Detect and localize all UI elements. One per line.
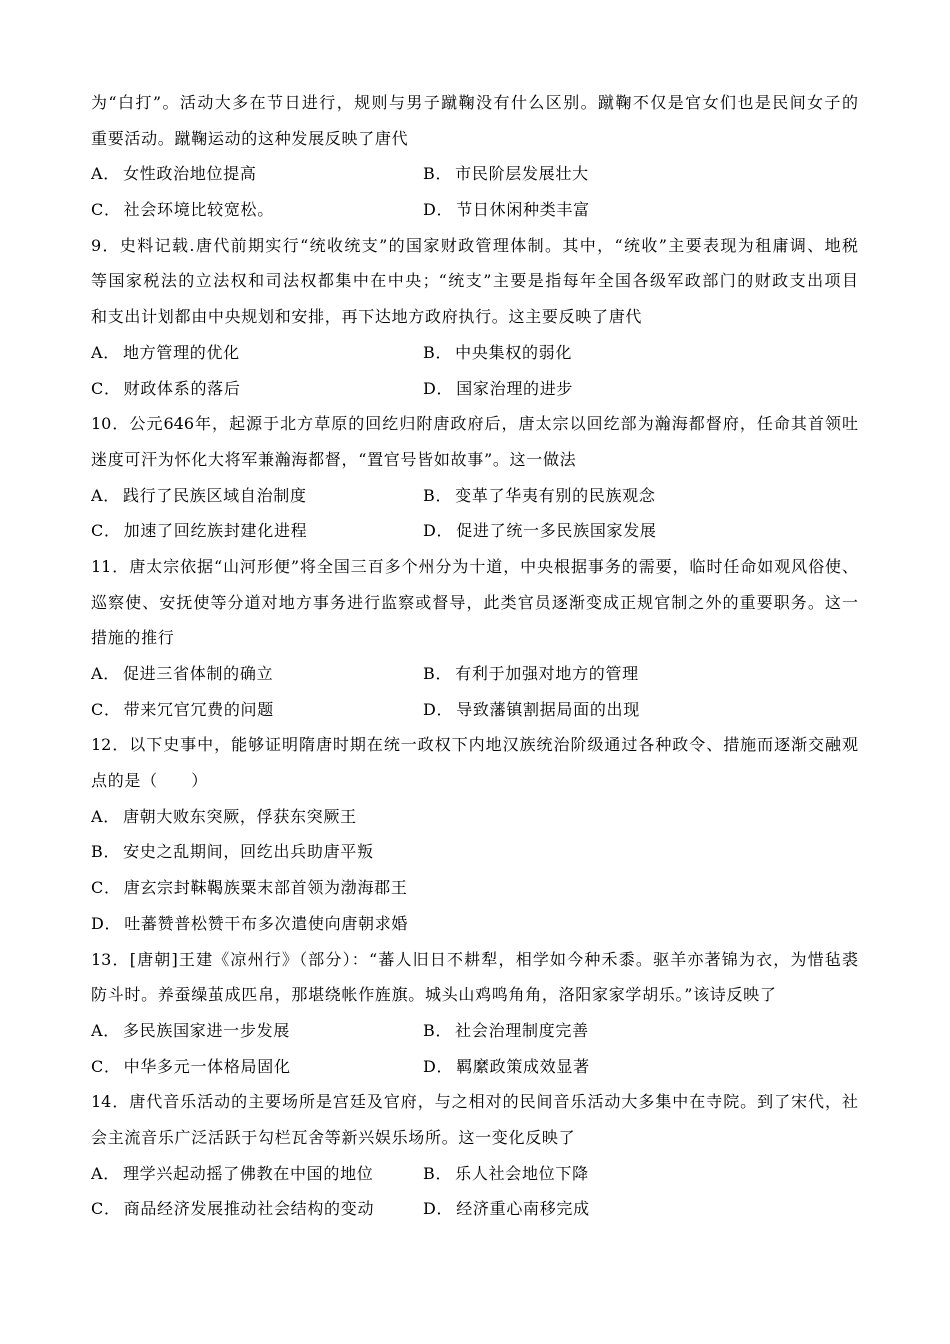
option-c	[91, 192, 423, 228]
option-c	[91, 371, 423, 407]
option-text: 安史之乱期间，回纥出兵助唐平叛	[123, 842, 374, 862]
option-d	[423, 513, 755, 549]
option-b	[423, 156, 755, 192]
stem-line: 迷度可汗为怀化大将军兼瀚海都督，“置官号皆如故事”。这一做法	[91, 449, 577, 469]
option-a	[91, 799, 858, 835]
stem-text: 唐代音乐活动的主要场所是宫廷及官府，与之相对的民间音乐活动大多集中在寺院。到了宋代，社	[129, 1092, 858, 1112]
stem-line: 重要活动。蹴鞠运动的这种发展反映了唐代	[91, 128, 409, 148]
option-d	[423, 192, 755, 228]
option-text: 市民阶层发展壮大	[455, 164, 589, 184]
question-11	[91, 549, 858, 727]
option-label: C．	[91, 878, 121, 898]
option-text: 有利于加强对地方的管理	[455, 664, 639, 683]
question-number: 14．	[91, 1092, 130, 1112]
options-row	[91, 692, 858, 728]
options-row	[91, 1156, 858, 1192]
option-c	[91, 1049, 423, 1085]
option-label: D．	[423, 378, 454, 398]
option-label: A．	[91, 806, 120, 826]
option-text: 女性政治地位提高	[122, 164, 257, 184]
option-label: C．	[91, 521, 121, 541]
option-text: 唐玄宗封靺鞨族粟末部首领为渤海郡王	[123, 878, 408, 898]
options-row	[91, 371, 858, 407]
option-label: C．	[91, 1199, 121, 1219]
question-number: 13．	[91, 949, 130, 969]
question-12	[91, 727, 858, 941]
option-label: B．	[423, 1020, 453, 1040]
stem-text: [唐朝]王建《凉州行》（部分）：“蕃人旧日不耕犁，相学如今种禾黍。驱羊亦著锦为衣，为惜毡裘	[129, 949, 858, 969]
question-number: 11．	[91, 556, 130, 576]
option-text: 财政体系的落后	[123, 378, 241, 398]
option-label: A．	[91, 1020, 120, 1040]
option-a	[91, 1156, 423, 1192]
stem-line	[91, 406, 858, 442]
option-label: D．	[423, 521, 454, 541]
option-label: C．	[91, 699, 121, 719]
option-label: A．	[91, 342, 120, 362]
stem-text: 史料记载.唐代前期实行“统收统支”的国家财政管理体制。其中，“统收”主要表现为租庸调、地税	[119, 235, 858, 255]
question-8-continuation	[91, 85, 858, 228]
option-text: 践行了民族区域自治制度	[122, 485, 307, 505]
options-row	[91, 656, 858, 692]
option-label: D．	[91, 913, 122, 933]
option-text: 唐朝大败东突厥，俘获东突厥王	[122, 806, 357, 826]
stem-line: 防斗时。养蚕缲茧成匹帛，那堪绕帐作旌旗。城头山鸡鸣角角，洛阳家家学胡乐。”该诗反映了	[91, 985, 777, 1005]
option-a	[91, 478, 423, 514]
option-text: 羁縻政策成效显著	[456, 1056, 590, 1076]
option-text: 社会环境比较宽松。	[123, 200, 274, 220]
option-text: 变革了华夷有别的民族观念	[455, 485, 656, 505]
option-text: 多民族国家进一步发展	[122, 1020, 290, 1040]
question-10	[91, 406, 858, 549]
options-row	[91, 513, 858, 549]
option-text: 促进三省体制的确立	[122, 664, 274, 683]
option-c	[91, 513, 423, 549]
stem-text: 公元646年，起源于北方草原的回纥归附唐政府后，唐太宗以回纥部为瀚海都督府，任命其首领吐	[129, 414, 858, 434]
option-text: 社会治理制度完善	[455, 1020, 589, 1040]
question-number: 9．	[91, 235, 120, 255]
stem-line: 和支出计划都由中央规划和安排，再下达地方政府执行。这主要反映了唐代	[91, 307, 643, 327]
stem-text: 唐太宗依据“山河形便”将全国三百多个州分为十道，中央根据事务的需要，临时任命如观风俗使、	[129, 556, 858, 576]
option-label: B．	[423, 342, 453, 362]
option-text: 国家治理的进步	[456, 378, 574, 398]
question-9	[91, 228, 858, 406]
option-label: B．	[91, 842, 121, 862]
option-text: 中华多元一体格局固化	[123, 1056, 291, 1076]
options-row	[91, 1049, 858, 1085]
option-b	[91, 834, 858, 870]
stem-text: 以下史事中，能够证明隋唐时期在统一政权下内地汉族统治阶级通过各种政令、措施而逐渐交融观	[129, 735, 858, 755]
option-d	[91, 906, 858, 942]
option-label: C．	[91, 1056, 121, 1076]
stem-line: 巡察使、安抚使等分道对地方事务进行监察或督导，此类官员逐渐变成正规官制之外的重要职务。这一	[91, 592, 858, 612]
option-a	[91, 156, 423, 192]
question-number: 12．	[91, 735, 130, 755]
option-text: 地方管理的优化	[122, 342, 240, 362]
stem-line	[91, 549, 858, 585]
option-a	[91, 335, 423, 371]
option-a	[91, 656, 423, 692]
option-a	[91, 1013, 423, 1049]
option-text: 经济重心南移完成	[456, 1199, 590, 1219]
options-row	[91, 335, 858, 371]
option-c	[91, 1191, 423, 1227]
option-b	[423, 1013, 755, 1049]
question-13	[91, 942, 858, 1085]
option-label: B．	[423, 485, 453, 505]
option-label: C．	[91, 378, 121, 398]
option-label: D．	[423, 200, 454, 220]
option-label: D．	[423, 1199, 454, 1219]
option-label: A．	[91, 1163, 120, 1183]
option-d	[423, 371, 755, 407]
option-text: 商品经济发展推动社会结构的变动	[123, 1199, 375, 1219]
question-number: 10．	[91, 414, 130, 434]
stem-line: 为“白打”。活动大多在节日进行，规则与男子蹴鞠没有什么区别。蹴鞠不仅是官女们也是民间女子的	[91, 93, 858, 112]
option-d	[423, 1191, 755, 1227]
options-row	[91, 1013, 858, 1049]
exam-page-content	[91, 85, 858, 1227]
option-label: C．	[91, 200, 121, 220]
option-text: 节日休闲种类丰富	[456, 200, 590, 220]
options-row	[91, 156, 858, 192]
stem-line	[91, 1084, 858, 1120]
option-text: 促进了统一多民族国家发展	[456, 521, 657, 541]
option-text: 理学兴起动摇了佛教在中国的地位	[122, 1163, 374, 1183]
option-label: A．	[91, 664, 120, 683]
stem-line: 等国家税法的立法权和司法权都集中在中央；“统支”主要是指每年全国各级军政部门的财政支出项目	[91, 271, 858, 291]
option-label: A．	[91, 164, 120, 184]
stem-line	[91, 228, 858, 264]
option-b	[423, 478, 755, 514]
question-14	[91, 1084, 858, 1227]
options-row	[91, 1191, 858, 1227]
option-label: B．	[423, 1163, 453, 1183]
option-d	[423, 1049, 755, 1085]
options-row	[91, 192, 858, 228]
option-label: D．	[423, 699, 454, 719]
option-text: 乐人社会地位下降	[455, 1163, 589, 1183]
option-label: D．	[423, 1056, 454, 1076]
option-label: B．	[423, 164, 453, 184]
option-label: B．	[423, 664, 453, 683]
stem-line: 措施的推行	[91, 628, 175, 648]
options-row	[91, 478, 858, 514]
stem-line: 会主流音乐广泛活跃于勾栏瓦舍等新兴娱乐场所。这一变化反映了	[91, 1127, 576, 1147]
stem-line	[91, 942, 858, 978]
option-c	[91, 870, 858, 906]
stem-line: 点的是（ ）	[91, 771, 208, 791]
option-label: A．	[91, 485, 120, 505]
option-text: 导致藩镇割据局面的出现	[456, 699, 640, 719]
option-c	[91, 692, 423, 728]
option-b	[423, 656, 755, 692]
option-b	[423, 1156, 755, 1192]
option-text: 带来冗官冗费的问题	[123, 699, 274, 719]
option-b	[423, 335, 755, 371]
stem-line	[91, 727, 858, 763]
option-text: 加速了回纥族封建化进程	[123, 521, 308, 541]
option-d	[423, 692, 755, 728]
option-text: 中央集权的弱化	[455, 342, 573, 362]
option-text: 吐蕃赞普松赞干布多次遣使向唐朝求婚	[124, 913, 409, 933]
